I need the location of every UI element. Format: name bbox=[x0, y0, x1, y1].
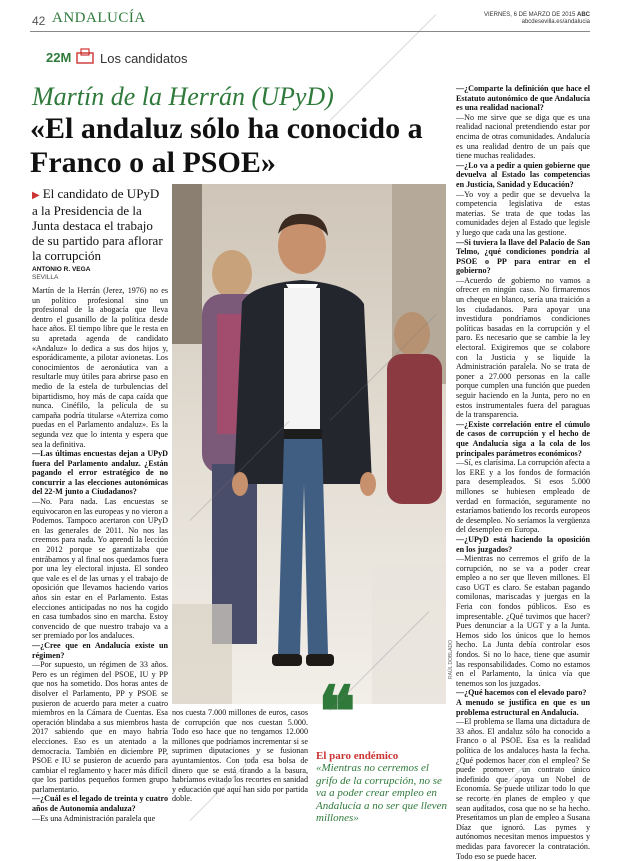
masthead-info bbox=[484, 12, 590, 26]
body-paragraph: —Es una Administración paralela que bbox=[32, 813, 156, 823]
author: ANTONIO R. VEGA bbox=[32, 266, 91, 273]
interview-question: —¿Existe correlación entre el cúmulo de casos de corrupción y el hecho de que Andalucía siga a la cola de los principales parámetros económicos? bbox=[456, 419, 590, 458]
body-paragraph: Martín de la Herrán (Jerez, 1976) no es un político profesional sino un profesional de la abogacía que lleva dentro el gusanillo de la política desde hace años. El tiempo libre que le resta en su apretada agenda de candidato «Andaluz» lo dedica a sus dos hijos y, esporádicamente, a pilotar avionetas. Los conocimientos de aeronáutica van a resultarle muy útiles para abrirse paso en medio de la estela de turbulencias del bipartidismo, hoy más de capa caída que nunca. Cinéfilo, la película de su campaña podría titularse «Aterriza como puedas en el Parlamento andaluz». Es la segunda vez que lo intenta y espera que sea la definitiva. bbox=[32, 286, 168, 449]
interview-question: A menudo se justifica en que es un problema estructural en Andalucía. bbox=[456, 698, 590, 717]
candidate-kicker: Martín de la Herrán (UPyD) bbox=[32, 82, 334, 111]
interview-question: —¿Lo va a pedir a quien gobierne que devuelva al Estado las competencias en Justicia, Sanidad y Educación? bbox=[456, 160, 590, 189]
body-paragraph: —El problema se llama una dictadura de 33 años. El andaluz sólo ha conocido a Franco o al PSOE. Esa es la realidad política de los andaluces hasta la fecha. ¿Qué podemos hacer con el empleo? Se puede promover un contrato único indefinido que apoya un Nobel de Economía. Se puede utilizar todo lo que se recorte en planes de empleo y que sean auditados, cosa que no se ha hecho. Presentamos un plan de empleo a Susana Díaz que ignoró. Las pymes y autónomos necesitan menos impuestos y medidas para favorecer la contratación. Todo eso se puede hacer. bbox=[456, 717, 590, 861]
body-paragraph: —Por supuesto, un régimen de 33 años. Pero es un régimen del PSOE, IU y PP que nos ha sometido. Dos horas antes de disolver el Parlamento, PP y PSOE se pusieron de acuerdo para meter a cuatro miembros en la Cámara de Cuentas. Esa operación blindaba a sus miembros hasta 2017 sabiendo que en mayo habría elecciones. Eso es un atentado a la democracia. También en diciembre PP, PSOE e IU se pusieron de acuerdo para cambiar el reglamento y hacer más difícil que los partidos pequeños formen grupo parlamentario. bbox=[32, 660, 168, 794]
interview-question: —¿Cuál es el legado de treinta y cuatro años de Autonomía andaluza? bbox=[32, 794, 168, 814]
interview-question: —¿Qué hacemos con el elevado paro? bbox=[456, 688, 587, 698]
photo-illustration bbox=[172, 184, 446, 704]
dek-text: El candidato de UPyD a la Presidencia de la Junta destaca el trabajo de su partido para aflorar la corrupción bbox=[32, 186, 163, 263]
photo-credit: RAÚL DOBLADO bbox=[448, 640, 454, 679]
paper-name: ABC bbox=[577, 12, 590, 18]
pullquote-title: El paro endémico bbox=[316, 750, 399, 762]
body-paragraph: —Sí, es clarísima. La corrupción afecta a los ERE y a los fondos de formación para desempleados. Si esos 5.000 millones se hubiesen empleado de verdad en formación, seguramente no estaríamos batiendo los records europeos de desempleo. No seríamos la vergüenza del desempleo en Europa. bbox=[456, 458, 590, 535]
interview-question: —Las últimas encuestas dejan a UPyD fuera del Parlamento andaluz. ¿Están pagando el error estratégico de no concurrir a las elecciones autonómicas del 22-M junto a Ciudadanos? bbox=[32, 449, 168, 497]
byline bbox=[32, 266, 168, 282]
section-title: ANDALUCÍA bbox=[52, 10, 146, 26]
body-paragraph: —No me sirve que se diga que es una realidad nacional pretendiendo estar por encima de otras comunidades. Andalucía es una realidad dentro de un país que tiene muchas realidades. bbox=[456, 112, 590, 161]
body-paragraph: —Yo voy a pedir que se devuelva la competencia legislativa de estas materias. Se trata de que todas las comunidades dejen al Estado que legisle y luego que cada una las gestione. bbox=[456, 189, 590, 237]
election-badge: 22M bbox=[46, 50, 72, 65]
headline: «El andaluz sólo ha conocido a Franco o al PSOE» bbox=[30, 112, 423, 179]
page-number: 42 bbox=[32, 14, 46, 28]
interview-question: —¿UPyD está haciendo la oposición en los juzgados? bbox=[456, 534, 590, 554]
interview-question: —¿Comparte la definición que hace el Estatuto autonómico de que Andalucía es una realidad nacional? bbox=[456, 84, 590, 113]
bullet-triangle-icon: ▶ bbox=[32, 190, 40, 201]
pullquote-text: «Mientras no cerremos el grifo de la corrupción, no se va a poder crear empleo en Andalucía a no ser que lleven millones» bbox=[316, 762, 448, 824]
candidate-photo bbox=[172, 184, 446, 704]
body-paragraph: —No. Para nada. Las encuestas se equivocaron en las europeas y no vieron a Podemos. Tampoco acertaron con UPyD en las generales de 2011. No nos las creemos para nada. Yo aprendí la lección en 2012 porque se garantizaba que entrábamos y al final nos quedamos fuera por una ley electoral injusta. El sondeo que vale es el de las urnas y el trabajo de oposición que llevamos haciendo varios años sin estar en el Parlamento. Estas elecciones anticipadas no nos ha cogido en casa tumbados sino en marcha. Estoy convencido de que nuestro trabajo va a ser premiado por los andaluces. bbox=[32, 497, 168, 641]
dateline-city: SEVILLA bbox=[32, 274, 59, 281]
body-paragraph: —Acuerdo de gobierno no vamos a ofrecer en ningún caso. No firmaremos un cheque en blanco, sería una traición a los ciudadanos. Para apoyar una investidura pondríamos condiciones políticas basadas en la corrupción y el paro. Es necesario que se cambie la ley electoral. Exigiremos que se colabore con la Justicia y se liquide la Administración paralela. No se trata de poner a 27.000 personas en la calle porque cumplen una función que pueden seguir haciendo en la Junta, pero no en estos instrumentales fuera del paraguas de la transparencia. bbox=[456, 275, 590, 420]
body-column-2 bbox=[172, 708, 308, 804]
quote-mark-icon: ❝ bbox=[318, 675, 356, 752]
header-rule bbox=[30, 31, 590, 32]
body-column-3 bbox=[456, 84, 590, 861]
section-url[interactable]: abcdesevilla.es/andalucia bbox=[521, 19, 590, 25]
body-paragraph: nos cuesta 7.000 millones de euros, casos de corrupción que nos cuestan 5.000. Todo eso hace que no tengamos 12.000 millones que podríamos incrementar si se suprimen diputaciones y se fusionan ayuntamientos. Con toda esa bolsa de dinero que se está tirando a la basura, habríamos evitado los recortes en sanidad y educación que aquí han sido por partida doble. bbox=[172, 708, 308, 804]
date: VIERNES, 6 DE MARZO DE 2015 bbox=[483, 12, 576, 18]
ballot-box-icon bbox=[74, 48, 96, 64]
interview-question: —Si tuviera la llave del Palacio de San Telmo, ¿qué condiciones pondría al PSOE o PP para entrar en el gobierno? bbox=[456, 237, 590, 276]
body-paragraph: —Mientras no cerremos el grifo de la corrupción, no se va a poder crear empleo a no ser que lleven millones. El caso UGT es claro. Se estaban pagando comilonas, mariscadas y juergas en la Feria con fondos públicos. Eso es impresentable. ¿Qué tuvimos que hacer? Pues denunciar a la UGT y a la Junta. Hemos sido los únicos que lo hemos hecho. La Junta debía controlar esos fondos. Si no lo hace, tiene que asumir las responsabilidades. Como no estamos en el Parlamento, la única vía que tenemos son los juzgados. bbox=[456, 554, 590, 688]
dek bbox=[32, 186, 168, 263]
interview-question: —¿Cree que en Andalucía existe un régimen? bbox=[32, 640, 168, 660]
body-column-1 bbox=[32, 286, 168, 823]
subsection-label: Los candidatos bbox=[100, 51, 188, 66]
